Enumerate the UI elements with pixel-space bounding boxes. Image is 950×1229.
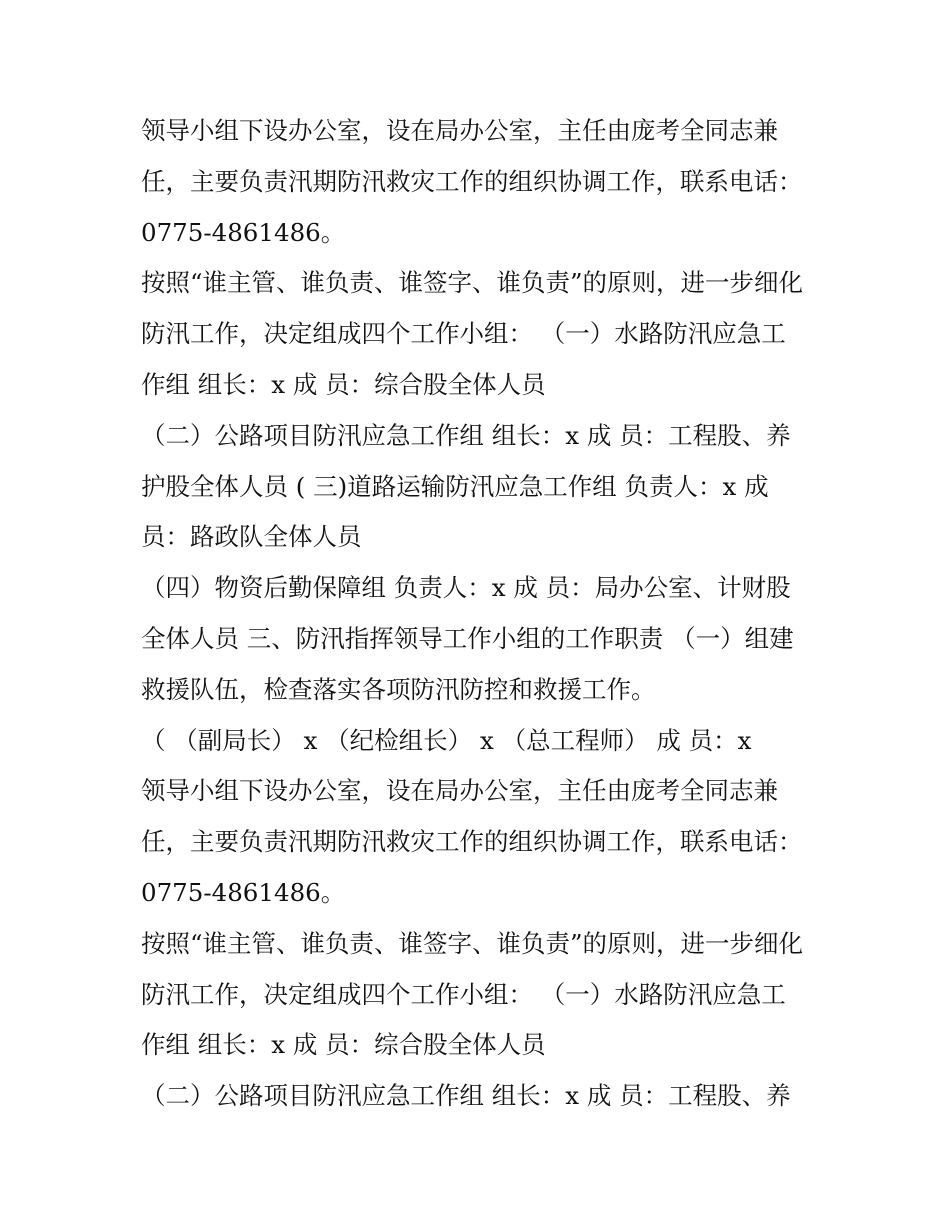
text-line: 防汛工作，决定组成四个工作小组： （一）水路防汛应急工 [141,979,786,1009]
text-line: 护股全体人员 ( 三)道路运输防汛应急工作组 负责人：x 成 [141,471,769,501]
text-line: 按照“谁主管、谁负责、谁签字、谁负责”的原则，进一步细化 [141,268,804,298]
text-line: （二）公路项目防汛应急工作组 组长：x 成 员：工程股、养 [141,420,791,450]
text-line: 0775-4861486。 [141,217,346,247]
text-line: 员：路政队全体人员 [141,522,362,552]
text-line: 防汛工作，决定组成四个工作小组： （一）水路防汛应急工 [141,319,786,349]
text-line: 任，主要负责汛期防汛救灾工作的组织协调工作，联系电话： [141,166,803,196]
text-line: 领导小组下设办公室，设在局办公室，主任由庞考全同志兼 [141,776,778,806]
text-line: 作组 组长：x 成 员：综合股全体人员 [141,1030,546,1060]
text-line: （四）物资后勤保障组 负责人：x 成 员：局办公室、计财股 [141,573,791,603]
text-line: 任，主要负责汛期防汛救灾工作的组织协调工作，联系电话： [141,827,803,857]
text-line: 领导小组下设办公室，设在局办公室，主任由庞考全同志兼 [141,116,778,145]
text-line: 救援队伍，检查落实各项防汛防控和救援工作。 [141,674,656,704]
text-line: 作组 组长：x 成 员：综合股全体人员 [141,369,546,399]
text-line: 0775-4861486。 [141,877,346,907]
text-line: （ （副局长） x （纪检组长） x （总工程师） 成 员：x [141,725,752,755]
document-body [141,106,841,1122]
text-line: （二）公路项目防汛应急工作组 组长：x 成 员：工程股、养 [141,1081,791,1111]
text-line: 全体人员 三、防汛指挥领导工作小组的工作职责 （一）组建 [141,623,794,653]
text-line: 按照“谁主管、谁负责、谁签字、谁负责”的原则，进一步细化 [141,928,804,958]
